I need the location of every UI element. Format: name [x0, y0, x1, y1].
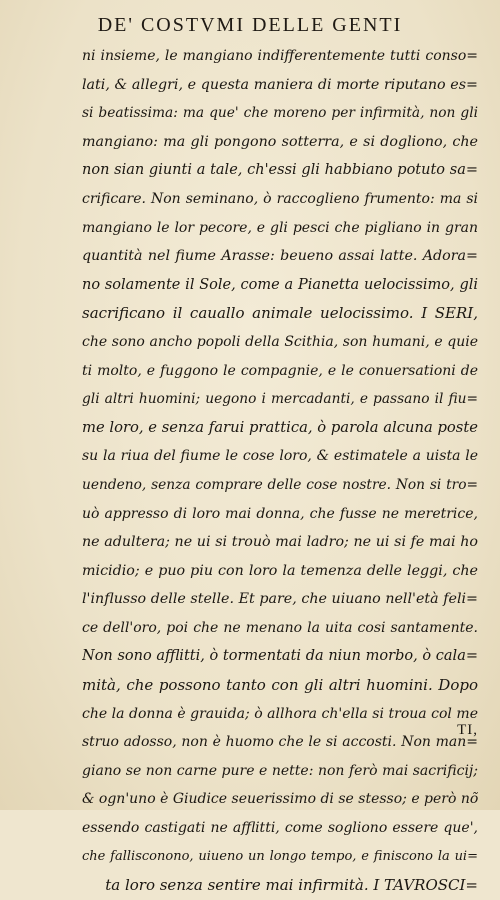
- text-line: micidio; e puo piu con loro la temenza delle leggi, che: [82, 562, 478, 579]
- text-line: ce dell'oro, poi che ne menano la uita cosi santamente.: [82, 619, 478, 636]
- text-line: struo adosso, non è huomo che le si accosti. Non man=: [82, 734, 478, 751]
- text-line: gli altri huomini; uegono i mercadanti, e passano il fiu=: [82, 391, 478, 408]
- text-line: non sian giunti a tale, ch'essi gli habbiano potuto sa=: [82, 162, 478, 179]
- text-line: mangiano: ma gli pongono sotterra, e si dogliono, che: [82, 133, 478, 150]
- text-line: Non sono afflitti, ò tormentati da niun morbo, ò cala=: [82, 648, 478, 665]
- text-line: uò appresso di loro mai donna, che fusse ne meretrice,: [82, 505, 478, 522]
- text-line: si beatissima: ma que' che moreno per infirmità, non gli: [82, 105, 478, 122]
- text-line: che la donna è grauida; ò allhora ch'ella si troua col me: [82, 705, 478, 722]
- text-line: me loro, e senza farui prattica, ò parola alcuna poste: [82, 418, 478, 436]
- text-line: no solamente il Sole, come a Pianetta uelocissimo, gli: [82, 276, 478, 293]
- running-title: DE' COSTVMI DELLE GENTI: [97, 14, 403, 36]
- text-line: ne adultera; ne ui si trouò mai ladro; ne ui si fe mai ho: [82, 534, 478, 551]
- text-line: l'influsso delle stelle. Et pare, che uiuano nell'età feli=: [82, 591, 478, 608]
- text-line: crificare. Non seminano, ò raccoglieno frumento: ma si: [82, 190, 478, 207]
- body-text: [82, 42, 478, 900]
- text-line: essendo castigati ne afflitti, come sogliono essere que',: [82, 820, 478, 837]
- text-line: ta loro senza sentire mai infirmità. I TAVROSCI=: [105, 876, 478, 895]
- text-line: quantità nel fiume Arasse: beueno assai latte. Adora=: [82, 248, 478, 265]
- text-line: su la riua del fiume le cose loro, & estimatele a uista le: [82, 448, 478, 465]
- text-line: giano se non carne pure e nette: non ferò mai sacrificij;: [82, 762, 478, 779]
- text-line: sacrificano il cauallo animale uelocissimo. I SERI,: [82, 304, 478, 323]
- text-line: & ogn'uno è Giudice seuerissimo di se stesso; e però nõ: [82, 791, 478, 808]
- text-line: mità, che possono tanto con gli altri huomini. Dopo: [82, 676, 478, 695]
- text-line: ni insieme, le mangiano indifferentemente tutti conso=: [82, 48, 478, 64]
- text-line: mangiano le lor pecore, e gli pesci che pigliano in gran: [82, 219, 478, 236]
- text-line: che sono ancho popoli della Scithia, son humani, e quie: [82, 333, 478, 350]
- text-line: uendeno, senza comprare delle cose nostre. Non si tro=: [82, 476, 478, 493]
- text-line: lati, & allegri, e questa maniera di morte riputano es=: [82, 76, 478, 93]
- catchword: TI,: [457, 722, 478, 738]
- text-line: che fallisconono, uiueno un longo tempo, e finiscono la ui=: [82, 848, 478, 864]
- text-line: ti molto, e fuggono le compagnie, e le conuersationi de: [82, 362, 478, 379]
